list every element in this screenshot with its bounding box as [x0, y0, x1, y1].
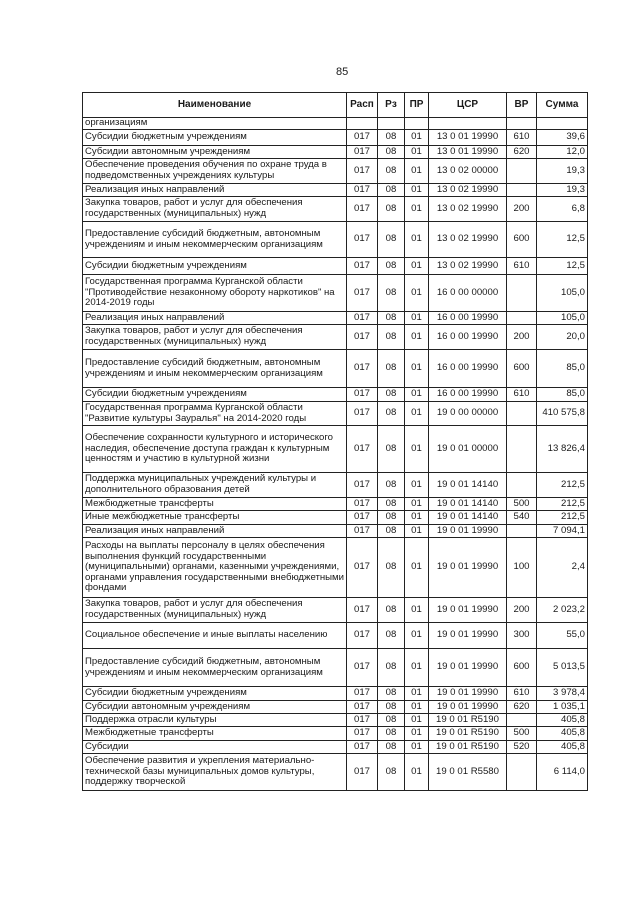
table-row: [83, 402, 588, 426]
cell-pr: 01: [405, 184, 429, 197]
cell-csr: 19 0 01 19990: [429, 701, 507, 714]
cell-name: Межбюджетные трансферты: [83, 498, 347, 511]
cell-csr: 13 0 02 19990: [429, 258, 507, 275]
cell-sum: 5 013,5: [537, 649, 588, 687]
cell-csr: 19 0 01 19990: [429, 623, 507, 649]
cell-name: Субсидии автономным учреждениям: [83, 146, 347, 159]
table-row: [83, 325, 588, 350]
cell-vr: 610: [507, 687, 537, 701]
cell-sum: 405,8: [537, 714, 588, 727]
table-row: [83, 388, 588, 402]
cell-pr: 01: [405, 130, 429, 146]
cell-name: Иные межбюджетные трансферты: [83, 511, 347, 525]
cell-rz: 08: [378, 426, 405, 473]
cell-rz: 08: [378, 184, 405, 197]
table-row: [83, 118, 588, 130]
table-row: [83, 312, 588, 325]
table-row: [83, 184, 588, 197]
cell-rasp: 017: [347, 498, 378, 511]
cell-rasp: 017: [347, 741, 378, 754]
cell-csr: 19 0 01 19990: [429, 649, 507, 687]
cell-name: Реализация иных направлений: [83, 184, 347, 197]
cell-csr: 19 0 01 R5580: [429, 754, 507, 791]
cell-rz: 08: [378, 598, 405, 623]
cell-pr: 01: [405, 275, 429, 312]
cell-sum: [537, 118, 588, 130]
cell-pr: 01: [405, 197, 429, 222]
cell-name: Предоставление субсидий бюджетным, автономным учреждениям и иным некоммерческим организациям: [83, 649, 347, 687]
cell-pr: 01: [405, 701, 429, 714]
cell-sum: 1 035,1: [537, 701, 588, 714]
cell-vr: 610: [507, 258, 537, 275]
cell-name: Поддержка муниципальных учреждений культуры и дополнительного образования детей: [83, 473, 347, 498]
cell-rz: 08: [378, 727, 405, 741]
table-row: [83, 511, 588, 525]
cell-name: Субсидии автономным учреждениям: [83, 701, 347, 714]
cell-rz: 08: [378, 701, 405, 714]
cell-csr: 13 0 02 19990: [429, 197, 507, 222]
cell-csr: 19 0 01 19990: [429, 538, 507, 598]
cell-csr: 16 0 00 19990: [429, 325, 507, 350]
table-row: [83, 350, 588, 388]
cell-name: Закупка товаров, работ и услуг для обеспечения государственных (муниципальных) нужд: [83, 197, 347, 222]
cell-name: Предоставление субсидий бюджетным, автономным учреждениям и иным некоммерческим организациям: [83, 350, 347, 388]
cell-name: Обеспечение развития и укрепления материально-технической базы муниципальных домов культуры, поддержку творческой: [83, 754, 347, 791]
cell-name: Обеспечение сохранности культурного и исторического наследия, обеспечение доступа граждан к культурным ценностям и участию в культурной жизни: [83, 426, 347, 473]
cell-rz: 08: [378, 350, 405, 388]
cell-pr: 01: [405, 754, 429, 791]
table-row: [83, 426, 588, 473]
cell-rasp: 017: [347, 511, 378, 525]
cell-sum: 6,8: [537, 197, 588, 222]
cell-csr: 19 0 01 14140: [429, 511, 507, 525]
cell-sum: 39,6: [537, 130, 588, 146]
cell-rz: 08: [378, 222, 405, 258]
cell-vr: [507, 402, 537, 426]
cell-pr: 01: [405, 525, 429, 538]
cell-name: Субсидии: [83, 741, 347, 754]
cell-rasp: 017: [347, 130, 378, 146]
table-row: [83, 275, 588, 312]
cell-pr: 01: [405, 727, 429, 741]
cell-csr: 13 0 01 19990: [429, 130, 507, 146]
table-row: [83, 623, 588, 649]
header-rz: Рз: [378, 93, 405, 118]
cell-rz: [378, 118, 405, 130]
cell-sum: 19,3: [537, 159, 588, 184]
cell-name: Государственная программа Курганской области "Противодействие незаконному обороту наркотиков" на 2014-2019 годы: [83, 275, 347, 312]
cell-pr: 01: [405, 350, 429, 388]
cell-name: организациям: [83, 118, 347, 130]
cell-rasp: 017: [347, 598, 378, 623]
table-header-row: [83, 93, 588, 118]
cell-csr: 13 0 01 19990: [429, 146, 507, 159]
cell-sum: 405,8: [537, 727, 588, 741]
table-row: [83, 754, 588, 791]
cell-pr: 01: [405, 511, 429, 525]
cell-vr: [507, 159, 537, 184]
header-csr: ЦСР: [429, 93, 507, 118]
cell-vr: 600: [507, 649, 537, 687]
cell-pr: 01: [405, 741, 429, 754]
cell-csr: 19 0 01 R5190: [429, 714, 507, 727]
cell-rasp: 017: [347, 538, 378, 598]
cell-csr: 19 0 01 14140: [429, 473, 507, 498]
cell-vr: 200: [507, 325, 537, 350]
cell-csr: 19 0 01 19990: [429, 598, 507, 623]
cell-csr: 19 0 01 19990: [429, 687, 507, 701]
header-rasp: Расп: [347, 93, 378, 118]
page-number: 85: [336, 66, 349, 78]
cell-pr: 01: [405, 714, 429, 727]
table-row: [83, 222, 588, 258]
cell-sum: 2,4: [537, 538, 588, 598]
cell-rasp: 017: [347, 312, 378, 325]
table-row: [83, 525, 588, 538]
table-row: [83, 197, 588, 222]
cell-sum: 2 023,2: [537, 598, 588, 623]
cell-rz: 08: [378, 258, 405, 275]
cell-name: Поддержка отрасли культуры: [83, 714, 347, 727]
cell-csr: 13 0 02 00000: [429, 159, 507, 184]
cell-sum: 105,0: [537, 312, 588, 325]
cell-rasp: 017: [347, 701, 378, 714]
cell-pr: 01: [405, 538, 429, 598]
cell-vr: [507, 426, 537, 473]
header-pr: ПР: [405, 93, 429, 118]
cell-rz: 08: [378, 754, 405, 791]
cell-pr: 01: [405, 312, 429, 325]
cell-pr: 01: [405, 623, 429, 649]
cell-name: Реализация иных направлений: [83, 312, 347, 325]
cell-rz: 08: [378, 312, 405, 325]
cell-sum: 12,5: [537, 258, 588, 275]
cell-rz: 08: [378, 741, 405, 754]
cell-vr: 100: [507, 538, 537, 598]
cell-vr: 600: [507, 222, 537, 258]
cell-sum: 12,5: [537, 222, 588, 258]
table-row: [83, 598, 588, 623]
cell-vr: 520: [507, 741, 537, 754]
cell-vr: 610: [507, 388, 537, 402]
cell-csr: 19 0 01 19990: [429, 525, 507, 538]
cell-csr: 19 0 00 00000: [429, 402, 507, 426]
cell-name: Субсидии бюджетным учреждениям: [83, 258, 347, 275]
cell-rasp: 017: [347, 402, 378, 426]
cell-vr: 540: [507, 511, 537, 525]
cell-sum: 55,0: [537, 623, 588, 649]
cell-rz: 08: [378, 130, 405, 146]
cell-vr: [507, 312, 537, 325]
cell-vr: [507, 473, 537, 498]
cell-rz: 08: [378, 275, 405, 312]
cell-rz: 08: [378, 687, 405, 701]
cell-csr: 13 0 02 19990: [429, 184, 507, 197]
cell-name: Закупка товаров, работ и услуг для обеспечения государственных (муниципальных) нужд: [83, 325, 347, 350]
cell-pr: 01: [405, 473, 429, 498]
cell-pr: 01: [405, 388, 429, 402]
cell-sum: 13 826,4: [537, 426, 588, 473]
cell-rasp: 017: [347, 714, 378, 727]
cell-sum: 212,5: [537, 511, 588, 525]
cell-vr: 200: [507, 197, 537, 222]
cell-rz: 08: [378, 388, 405, 402]
cell-rasp: 017: [347, 275, 378, 312]
table-row: [83, 687, 588, 701]
cell-name: Реализация иных направлений: [83, 525, 347, 538]
cell-name: Субсидии бюджетным учреждениям: [83, 388, 347, 402]
cell-name: Субсидии бюджетным учреждениям: [83, 130, 347, 146]
cell-vr: 620: [507, 146, 537, 159]
cell-vr: [507, 118, 537, 130]
cell-rasp: 017: [347, 727, 378, 741]
cell-rz: 08: [378, 146, 405, 159]
cell-sum: 212,5: [537, 473, 588, 498]
table-row: [83, 649, 588, 687]
cell-rasp: 017: [347, 159, 378, 184]
cell-sum: 6 114,0: [537, 754, 588, 791]
header-sum: Сумма: [537, 93, 588, 118]
table-row: [83, 159, 588, 184]
cell-vr: 200: [507, 598, 537, 623]
cell-name: Обеспечение проведения обучения по охране труда в подведомственных учреждениях культуры: [83, 159, 347, 184]
table-row: [83, 130, 588, 146]
cell-sum: 20,0: [537, 325, 588, 350]
cell-csr: 19 0 01 R5190: [429, 727, 507, 741]
cell-rz: 08: [378, 197, 405, 222]
cell-rasp: 017: [347, 146, 378, 159]
cell-vr: 500: [507, 498, 537, 511]
table-row: [83, 701, 588, 714]
cell-rasp: 017: [347, 350, 378, 388]
cell-csr: 16 0 00 19990: [429, 350, 507, 388]
cell-pr: 01: [405, 598, 429, 623]
cell-vr: [507, 275, 537, 312]
cell-rasp: 017: [347, 426, 378, 473]
cell-pr: 01: [405, 498, 429, 511]
table-row: [83, 538, 588, 598]
cell-rz: 08: [378, 159, 405, 184]
cell-rasp: 017: [347, 388, 378, 402]
cell-sum: 19,3: [537, 184, 588, 197]
cell-vr: [507, 184, 537, 197]
cell-csr: 19 0 01 00000: [429, 426, 507, 473]
table-row: [83, 498, 588, 511]
cell-rz: 08: [378, 402, 405, 426]
cell-vr: 300: [507, 623, 537, 649]
cell-pr: 01: [405, 146, 429, 159]
cell-pr: 01: [405, 222, 429, 258]
cell-rasp: 017: [347, 258, 378, 275]
cell-rasp: 017: [347, 623, 378, 649]
cell-pr: 01: [405, 258, 429, 275]
table-row: [83, 741, 588, 754]
cell-vr: 600: [507, 350, 537, 388]
cell-rasp: 017: [347, 197, 378, 222]
cell-rz: 08: [378, 511, 405, 525]
cell-rasp: 017: [347, 184, 378, 197]
cell-name: Государственная программа Курганской области "Развитие культуры Зауралья" на 2014-2020 годы: [83, 402, 347, 426]
cell-csr: 13 0 02 19990: [429, 222, 507, 258]
cell-rz: 08: [378, 538, 405, 598]
cell-pr: 01: [405, 649, 429, 687]
header-name: Наименование: [83, 93, 347, 118]
cell-sum: 85,0: [537, 350, 588, 388]
table-row: [83, 146, 588, 159]
cell-sum: 7 094,1: [537, 525, 588, 538]
cell-rasp: 017: [347, 754, 378, 791]
cell-vr: 620: [507, 701, 537, 714]
cell-name: Закупка товаров, работ и услуг для обеспечения государственных (муниципальных) нужд: [83, 598, 347, 623]
cell-vr: 610: [507, 130, 537, 146]
cell-rasp: 017: [347, 525, 378, 538]
cell-pr: 01: [405, 325, 429, 350]
cell-csr: 16 0 00 00000: [429, 275, 507, 312]
cell-vr: [507, 525, 537, 538]
cell-rasp: 017: [347, 325, 378, 350]
cell-rasp: 017: [347, 687, 378, 701]
cell-sum: 212,5: [537, 498, 588, 511]
cell-pr: 01: [405, 426, 429, 473]
cell-vr: 500: [507, 727, 537, 741]
cell-name: Межбюджетные трансферты: [83, 727, 347, 741]
cell-rasp: [347, 118, 378, 130]
budget-table: [82, 92, 588, 791]
cell-name: Социальное обеспечение и иные выплаты населению: [83, 623, 347, 649]
cell-vr: [507, 714, 537, 727]
cell-rz: 08: [378, 525, 405, 538]
cell-rz: 08: [378, 649, 405, 687]
table-row: [83, 258, 588, 275]
cell-name: Расходы на выплаты персоналу в целях обеспечения выполнения функций государственными (муниципальными) органами, казенными учреждениями, органами управления государственными внебюджетными фондами: [83, 538, 347, 598]
cell-rasp: 017: [347, 473, 378, 498]
cell-name: Субсидии бюджетным учреждениям: [83, 687, 347, 701]
cell-rz: 08: [378, 498, 405, 511]
cell-rasp: 017: [347, 649, 378, 687]
cell-rz: 08: [378, 714, 405, 727]
cell-csr: 16 0 00 19990: [429, 312, 507, 325]
cell-sum: 405,8: [537, 741, 588, 754]
cell-sum: 85,0: [537, 388, 588, 402]
cell-vr: [507, 754, 537, 791]
table-row: [83, 714, 588, 727]
cell-rz: 08: [378, 623, 405, 649]
cell-pr: 01: [405, 687, 429, 701]
cell-csr: [429, 118, 507, 130]
cell-rz: 08: [378, 473, 405, 498]
cell-pr: [405, 118, 429, 130]
cell-csr: 19 0 01 R5190: [429, 741, 507, 754]
header-vr: ВР: [507, 93, 537, 118]
table-row: [83, 727, 588, 741]
cell-sum: 12,0: [537, 146, 588, 159]
cell-sum: 410 575,8: [537, 402, 588, 426]
cell-sum: 105,0: [537, 275, 588, 312]
cell-csr: 16 0 00 19990: [429, 388, 507, 402]
cell-rasp: 017: [347, 222, 378, 258]
cell-name: Предоставление субсидий бюджетным, автономным учреждениям и иным некоммерческим организациям: [83, 222, 347, 258]
cell-pr: 01: [405, 159, 429, 184]
cell-rz: 08: [378, 325, 405, 350]
cell-pr: 01: [405, 402, 429, 426]
cell-sum: 3 978,4: [537, 687, 588, 701]
table-row: [83, 473, 588, 498]
cell-csr: 19 0 01 14140: [429, 498, 507, 511]
